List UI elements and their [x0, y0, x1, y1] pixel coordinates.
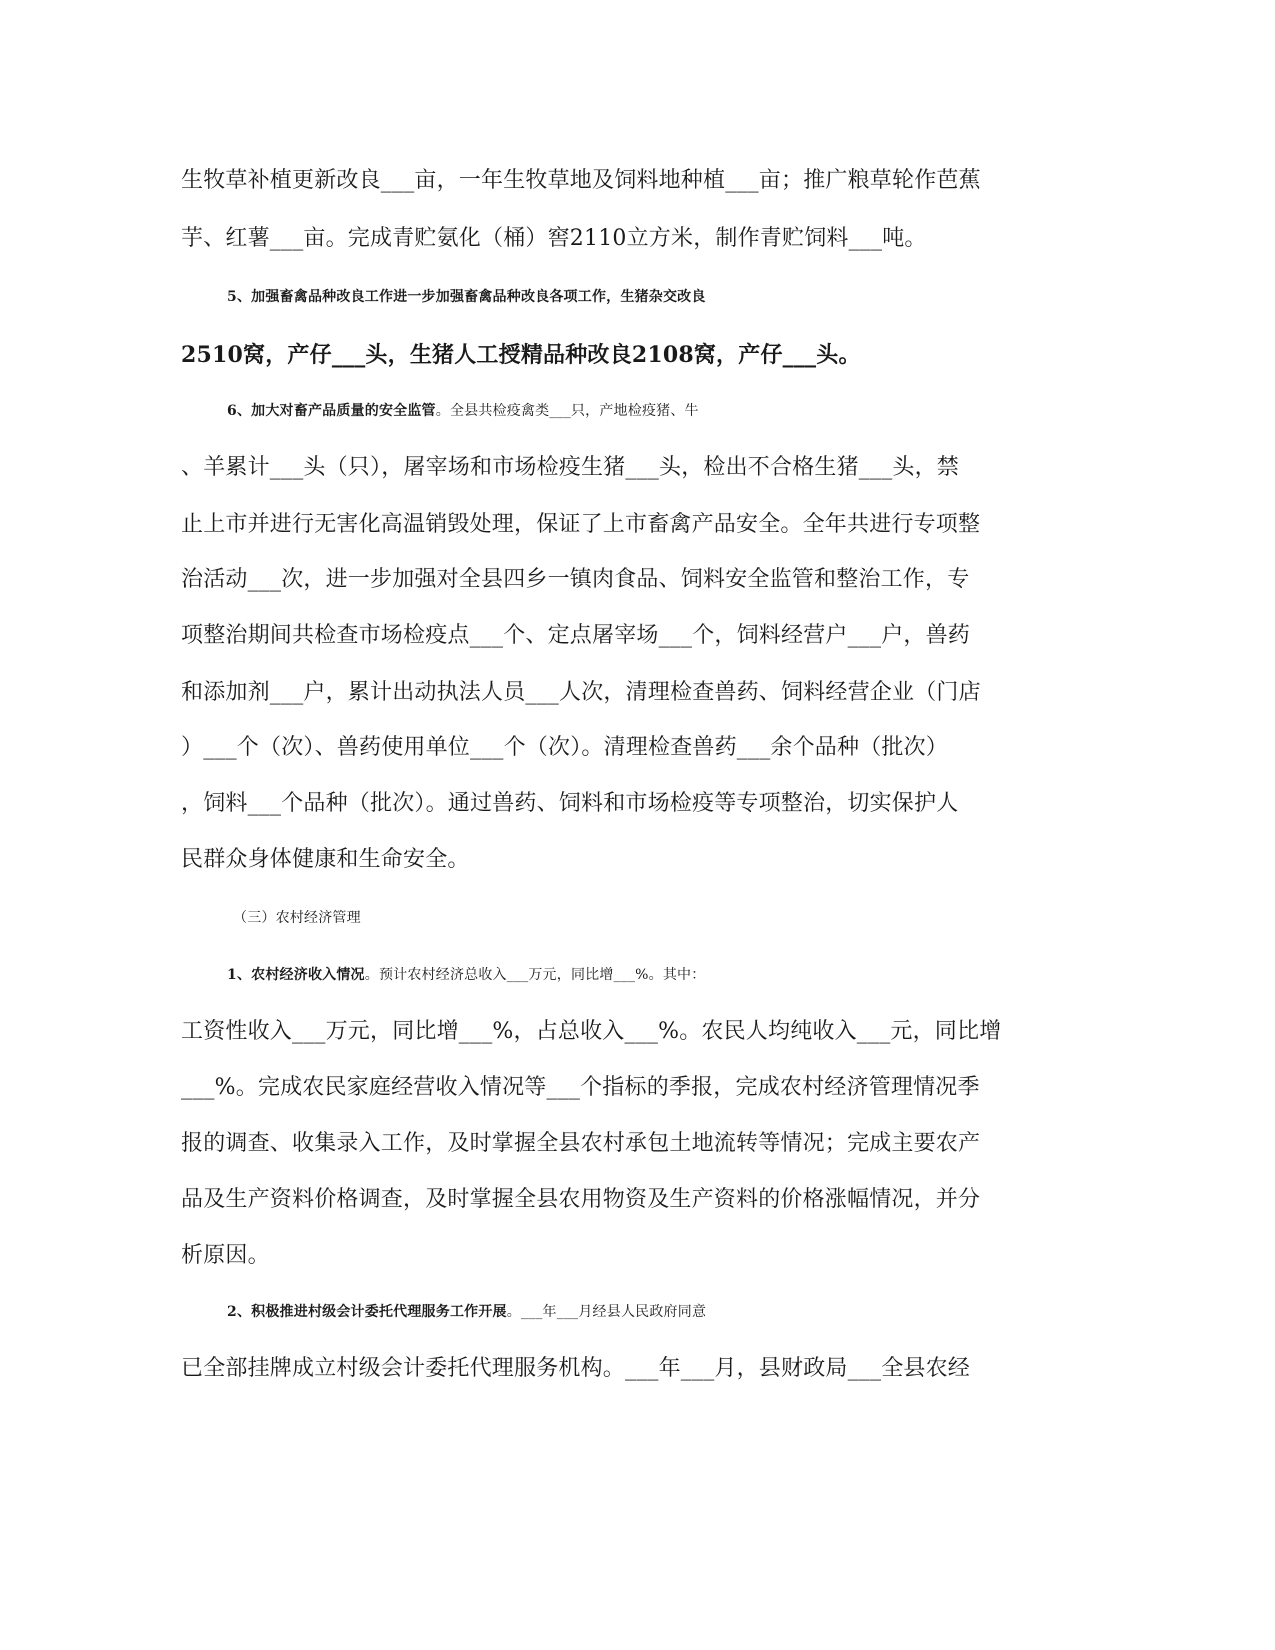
line-text: 报的调查、收集录入工作，及时掌握全县农村承包土地流转等情况；完成主要农产 [181, 1131, 981, 1156]
paragraph-line [181, 1185, 1051, 1215]
paragraph-line [181, 733, 1051, 763]
line-text: 止上市并进行无害化高温销毁处理，保证了上市畜禽产品安全。全年共进行专项整 [181, 512, 981, 537]
line-text: 民群众身体健康和生命安全。 [181, 847, 470, 872]
line-text: 5、加强畜禽品种改良工作进一步加强畜禽品种改良各项工作，生猪杂交改良 [227, 289, 706, 305]
item-5-heading [227, 282, 1097, 312]
line-text: 工资性收入___万元，同比增___%，占总收入___%。农民人均纯收入___元，同比增 [181, 1019, 1002, 1044]
line-text: 、羊累计___头（只），屠宰场和市场检疫生猪___头，检出不合格生猪___头，禁 [181, 455, 960, 480]
paragraph-line [181, 1241, 1051, 1271]
line-text: 。全县共检疫禽类___只，产地检疫猪、牛 [435, 403, 699, 419]
paragraph-line [181, 621, 1051, 651]
line-text: 项整治期间共检查市场检疫点___个、定点屠宰场___个，饲料经营户___户，兽药 [181, 623, 971, 648]
paragraph-line [181, 453, 1051, 483]
paragraph-line [181, 565, 1051, 595]
line-text: ___%。完成农民家庭经营收入情况等___个指标的季报，完成农村经济管理情况季 [181, 1075, 980, 1100]
section-heading [233, 903, 1103, 933]
line-text: 。预计农村经济总收入___万元，同比增___%。其中： [364, 967, 706, 983]
line-text: 析原因。 [181, 1243, 270, 1268]
line-text: 和添加剂___户，累计出动执法人员___人次，清理检查兽药、饲料经营企业（门店 [181, 680, 981, 705]
line-text: 2510窝，产仔___头，生猪人工授精品种改良2108窝，产仔___头。 [181, 342, 861, 368]
paragraph-line [181, 1073, 1051, 1103]
paragraph-line [181, 224, 1051, 254]
line-text: 已全部挂牌成立村级会计委托代理服务机构。___年___月，县财政局___全县农经 [181, 1356, 971, 1381]
item-1-heading: 1、农村经济收入情况 [227, 967, 365, 983]
line-text: 治活动___次，进一步加强对全县四乡一镇肉食品、饲料安全监管和整治工作，专 [181, 567, 970, 592]
paragraph-line [181, 510, 1051, 540]
line-text: 芋、红薯___亩。完成青贮氨化（桶）窖2110立方米，制作青贮饲料___吨。 [181, 226, 927, 251]
paragraph-line [181, 678, 1051, 708]
paragraph-line [181, 1354, 1051, 1384]
paragraph-line [181, 1017, 1051, 1047]
line-text: 。___年___月经县人民政府同意 [506, 1304, 707, 1320]
line-text: 生牧草补植更新改良___亩，一年生牧草地及饲料地种植___亩；推广粮草轮作芭蕉 [181, 168, 981, 193]
paragraph-line [181, 1129, 1051, 1159]
paragraph-line [181, 845, 1051, 875]
paragraph-line [181, 166, 1051, 196]
line-text: ）___个（次）、兽药使用单位___个（次）。清理检查兽药___余个品种（批次） [181, 735, 949, 760]
item-2-heading: 2、积极推进村级会计委托代理服务工作开展 [227, 1304, 507, 1320]
item-6-heading: 6、加大对畜产品质量的安全监管 [227, 403, 436, 419]
line-text: 品及生产资料价格调查，及时掌握全县农用物资及生产资料的价格涨幅情况，并分 [181, 1187, 981, 1212]
paragraph-line [181, 789, 1051, 819]
item-2-line [227, 1297, 1097, 1327]
item-1-line [227, 960, 1097, 990]
item-5-heading-cont [181, 340, 1051, 370]
line-text: ，饲料___个品种（批次）。通过兽药、饲料和市场检疫等专项整治，切实保护人 [181, 791, 959, 816]
item-6-line [227, 396, 1097, 426]
line-text: （三）农村经济管理 [233, 910, 361, 926]
